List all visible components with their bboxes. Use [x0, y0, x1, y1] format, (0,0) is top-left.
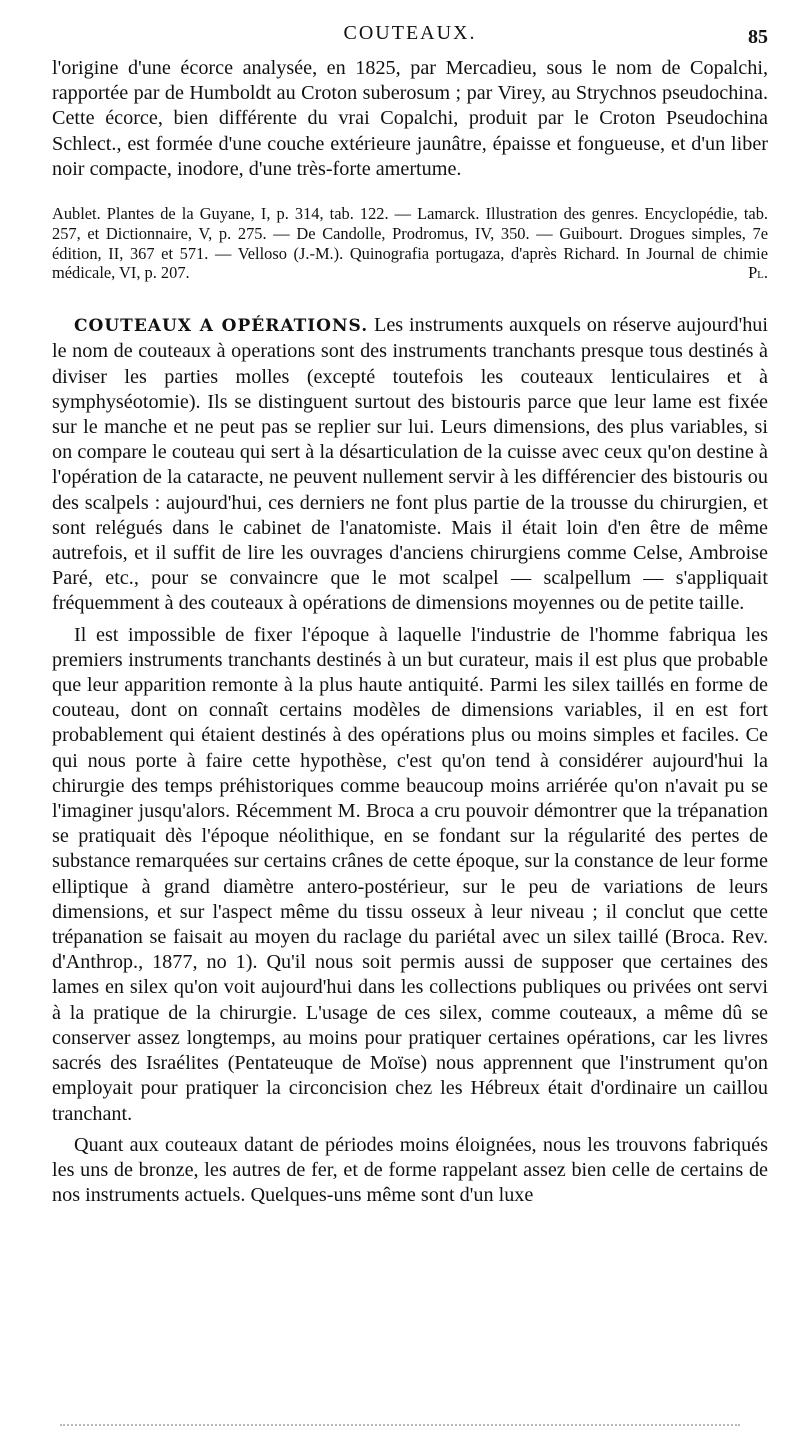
intro-paragraph: l'origine d'une écorce analysée, en 1825, par Mercadieu, sous le nom de Copalchi, rapportée par de Humboldt au Croton suberosum ; par Virey, au Strychnos pseudochina. Cette écorce, bien différente du vrai Copalchi, produit par le Croton Pseudochina Schlect., est formée d'une couche extérieure jaunâtre, épaisse et fongueuse, et d'un liber noir compacte, inodore, d'une très-forte amertume.	[52, 57, 768, 180]
section-title: COUTEAUX A OPÉRATIONS.	[74, 316, 369, 337]
running-head	[52, 22, 768, 52]
bibliography-references	[52, 204, 768, 283]
section-paragraph-2: Il est impossible de fixer l'époque à laquelle l'industrie de l'homme fabriqua les premiers instruments tranchants destinés à un but curateur, mais il est plus que probable que leur apparition remonte à la plus haute antiquité. Parmi les silex taillés en forme de couteau, dont on connaît certains modèles de dimensions variables, il en est fort probablement qui étaient destinés à des opérations plus ou moins simples et faciles. Ce qui nous porte à faire cette hypothèse, c'est qu'on tend à considérer aujourd'hui la chirurgie des temps préhistoriques comme beaucoup moins arriérée qu'on n'avait pu se l'imaginer jusqu'alors. Récemment M. Broca a cru pouvoir démontrer que la trépanation se pratiquait dès l'époque néolithique, en se fondant sur la régularité des pertes de substance remarquées sur certains crânes de cette époque, sur la constance de leur forme elliptique à grand diamètre antero-postérieur, sur le peu de variations de leurs dimensions, et sur l'aspect même du tissu osseux à leur niveau ; il conclut que cette trépanation se faisait au moyen du raclage du pariétal avec un silex taillé (Broca. Rev. d'Anthrop., 1877, no 1). Qu'il nous soit permis aussi de supposer que certaines des lames en silex qu'on voit aujourd'hui dans les collections publiques ou privées ont servi à la pratique de la chirurgie. L'usage de ces silex, comme couteaux, a même dû se conserver assez longtemps, au moins pour pratiquer certaines opérations, car les livres sacrés des Israélites (Pentateuque de Moïse) nous apprennent que l'instrument qu'on employait pour pratiquer la circoncision chez les Hébreux était d'ordinaire un caillou tranchant.	[52, 623, 768, 1125]
page-footer-rule	[60, 1424, 740, 1426]
author-signature: Pl.	[748, 263, 768, 283]
section-paragraph-3: Quant aux couteaux datant de périodes moins éloignées, nous les trouvons fabriqués les uns de bronze, les autres de fer, et de forme rappelant assez bien celle de certains de nos instruments actuels. Quelques-uns même sont d'un luxe	[52, 1133, 768, 1207]
section-paragraph-1	[52, 313, 768, 616]
section-paragraph-1-text: Les instruments auxquels on réserve aujourd'hui le nom de couteaux à operations sont des instruments tranchants presque tous destinés à diviser les parties molles (excepté toutefois les couteaux lenticulaires et à symphyséotomie). Ils se distinguent surtout des bistouris parce que leur lame est fixée sur le manche et ne peut pas se replier sur lui. Leurs dimensions, des plus variables, si on compare le couteau qui sert à la désarticulation de la cuisse avec ceux qu'on destine à l'opération de la cataracte, ne peuvent nullement servir à les différencier des bistouris ou des scalpels : aujourd'hui, ces derniers ne font plus partie de la trousse du chirurgien, et sont relégués dans le cabinet de l'anatomiste. Mais il était loin d'en être de même autrefois, et il suffit de lire les ouvrages d'anciens chirurgiens comme Celse, Ambroise Paré, etc., pour se convaincre que le mot scalpel — scalpellum — s'appliquait fréquemment à des couteaux à opérations de dimensions moyennes ou de petite taille.	[52, 314, 769, 615]
page	[52, 22, 768, 1208]
references-text: Aublet. Plantes de la Guyane, I, p. 314, tab. 122. — Lamarck. Illustration des genres. Encyclopédie, tab. 257, et Dictionnaire, V, p. 275. — De Candolle, Prodromus, IV, 350. — Guibourt. Drogues simples, 7e édition, II, 367 et 571. — Velloso (J.-M.). Quinografia portugaza, d'après Richard. In Journal de chimie médicale, VI, p. 207.	[52, 204, 768, 283]
page-number: 85	[748, 26, 768, 48]
running-title: COUTEAUX.	[343, 22, 477, 44]
